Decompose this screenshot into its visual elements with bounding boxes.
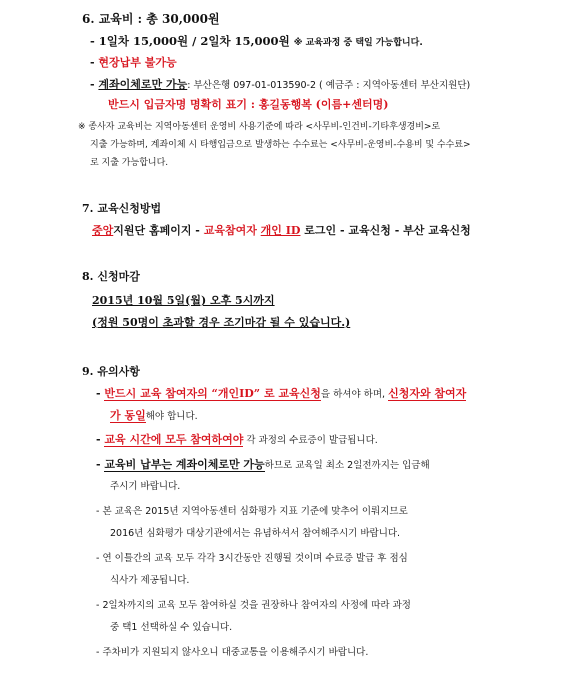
section-7-title: 7. 교육신청방법 [82, 202, 162, 215]
method-part-login: 로그인 - 교육신청 - 부산 교육신청 [300, 224, 471, 237]
expense-note-line-2: 지출 가능하며, 계좌이체 시 타행입금으로 발생하는 수수료는 <사무비-운영비-수용비 및 수수료> [90, 140, 471, 150]
bank-dash: - [90, 78, 99, 91]
notice-item-3-line-1 [96, 458, 430, 473]
notice-1-personal-id: 반드시 교육 참여자의 “개인ID” 로 교육신청 [104, 387, 321, 400]
notice-2-dash: - [96, 433, 105, 446]
fee-amounts: - 1일차 15,000원 / 2일차 15,000원 [90, 34, 290, 48]
method-part-participant: 교육참여자 [203, 224, 261, 237]
notice-1-end: 해야 합니다. [145, 411, 198, 422]
notice-item-3-line-2: 주시기 바랍니다. [110, 481, 181, 492]
section-9-title: 9. 유의사항 [82, 365, 140, 378]
notice-1-dash: - [96, 387, 105, 400]
notice-item-7: - 주차비가 지원되지 않사오니 대중교통을 이용해주시기 바랍니다. [96, 647, 369, 658]
method-part-central: 중앙 [92, 224, 114, 237]
notice-item-4-line-1: - 본 교육은 2015년 지역아동센터 심화평가 지표 기준에 맞추어 이뤄지므로 [96, 506, 408, 517]
fee-note: ※ 교육과정 중 택일 가능합니다. [293, 38, 423, 48]
onsite-dash: - [90, 56, 99, 69]
bank-account-detail: : 부산은행 097-01-013590-2 ( 예금주 : 지역아동센터 부산지원단) [187, 80, 471, 91]
notice-3-transfer-only: 교육비 납부는 계좌이체로만 가능 [104, 458, 265, 471]
depositor-name-rule: 반드시 입금자명 명확히 표기 : 홍길동행복 (이름+센터명) [108, 98, 389, 111]
notice-item-6-line-2: 중 택1 선택하실 수 있습니다. [110, 622, 233, 633]
method-part-personal-id: 개인 ID [260, 224, 301, 237]
notice-1-applicant-participant: 신청자와 참여자 [388, 387, 467, 400]
notice-item-1-line-2 [110, 409, 198, 424]
bank-line [90, 78, 470, 93]
section-6-title: 6. 교육비 : 총 30,000원 [82, 12, 220, 26]
section-8-title: 8. 신청마감 [82, 270, 140, 283]
notice-1-same: 가 동일 [110, 409, 146, 422]
expense-note-line-3: 로 지출 가능합니다. [90, 158, 169, 168]
notice-item-6-line-1: - 2일차까지의 교육 모두 참여하실 것을 권장하나 참여자의 사정에 따라 과정 [96, 600, 411, 611]
application-deadline: 2015년 10월 5일(월) 오후 5시까지 [92, 294, 275, 307]
notice-item-5-line-1: - 연 이틀간의 교육 모두 각각 3시간동안 진행될 것이며 수료증 발급 후 점심 [96, 553, 408, 564]
onsite-line [90, 56, 177, 70]
notice-3-dash: - [96, 458, 105, 471]
expense-note-line-1: ※ 종사자 교육비는 지역아동센터 운영비 사용기준에 따라 <사무비-인건비-기타후생경비>로 [78, 122, 441, 132]
bank-transfer-label: 계좌이체로만 가능 [98, 78, 188, 91]
notice-1-must: 을 하셔야 하며, [320, 389, 389, 400]
notice-item-1-line-1 [96, 387, 466, 402]
notice-2-attend-all: 교육 시간에 모두 참여하여야 [104, 433, 244, 446]
early-closing-notice: (정원 50명이 초과할 경우 조기마감 될 수 있습니다.) [92, 316, 351, 329]
notice-item-4-line-2: 2016년 심화평가 대상기관에서는 유념하셔서 참여해주시기 바랍니다. [110, 528, 401, 539]
notice-item-2 [96, 433, 378, 448]
onsite-payment-unavailable: 현장납부 불가능 [98, 56, 177, 69]
application-method [92, 224, 471, 238]
method-part-homepage: 지원단 홈페이지 - [113, 224, 204, 237]
notice-3-deposit-deadline: 하므로 교육일 최소 2일전까지는 입금해 [264, 460, 430, 471]
notice-item-5-line-2: 식사가 제공됩니다. [110, 575, 190, 586]
notice-2-certificate: 각 과정의 수료증이 발급됩니다. [243, 435, 378, 446]
fee-line [90, 34, 423, 50]
